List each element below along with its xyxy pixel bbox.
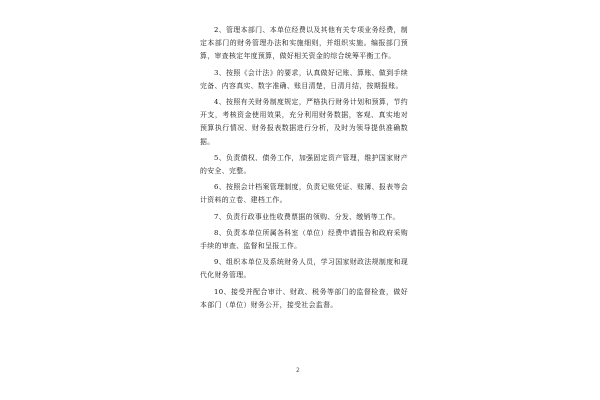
paragraph-item-8: 8、负责本单位所属各科室（单位）经费申请报告和政府采购手续的审查、监督和呈报工作。 <box>200 228 408 251</box>
paragraph-item-10: 10、接受并配合审计、财政、税务等部门的监督检查，做好本部门（单位）财务公开，接受社会监督。 <box>200 287 408 309</box>
paragraph-item-6: 6、按照会计档案管理制度，负责记账凭证、账簿、报表等会计资料的立卷、建档工作。 <box>200 183 408 205</box>
paragraph-item-4: 4、按照有关财务制度规定，严格执行财务计划和预算，节约开支，考核资金使用效果，充分利用财务数据，客观、真实地对预算执行情况、财务报表数据进行分析，及时为领导提供准确数据。 <box>200 98 408 146</box>
paragraph-item-9: 9、组织本单位及系统财务人员，学习国家财政法规制度和现代化财务管理。 <box>200 258 408 280</box>
paragraph-item-2: 2、管理本部门、本单位经费以及其他有关专项业务经费，制定本部门的财务管理办法和实施细则，并组织实施。编报部门预算，审查核定年度预算，做好相关资金的综合统筹平衡工作。 <box>200 26 408 61</box>
page-number: 2 <box>296 367 300 374</box>
paragraph-item-3: 3、按照《会计法》的要求，认真做好记账、算账、做到手续完备、内容真实、数字准确、账目清楚，日清月结，按期报账。 <box>200 68 408 90</box>
paragraph-item-5: 5、负责债权、债务工作，加强固定资产管理，维护国家财产的安全、完整。 <box>200 153 408 176</box>
document-body <box>200 24 408 315</box>
paragraph-item-7: 7、负责行政事业性收费票据的领购、分发、缴销等工作。 <box>214 212 400 221</box>
